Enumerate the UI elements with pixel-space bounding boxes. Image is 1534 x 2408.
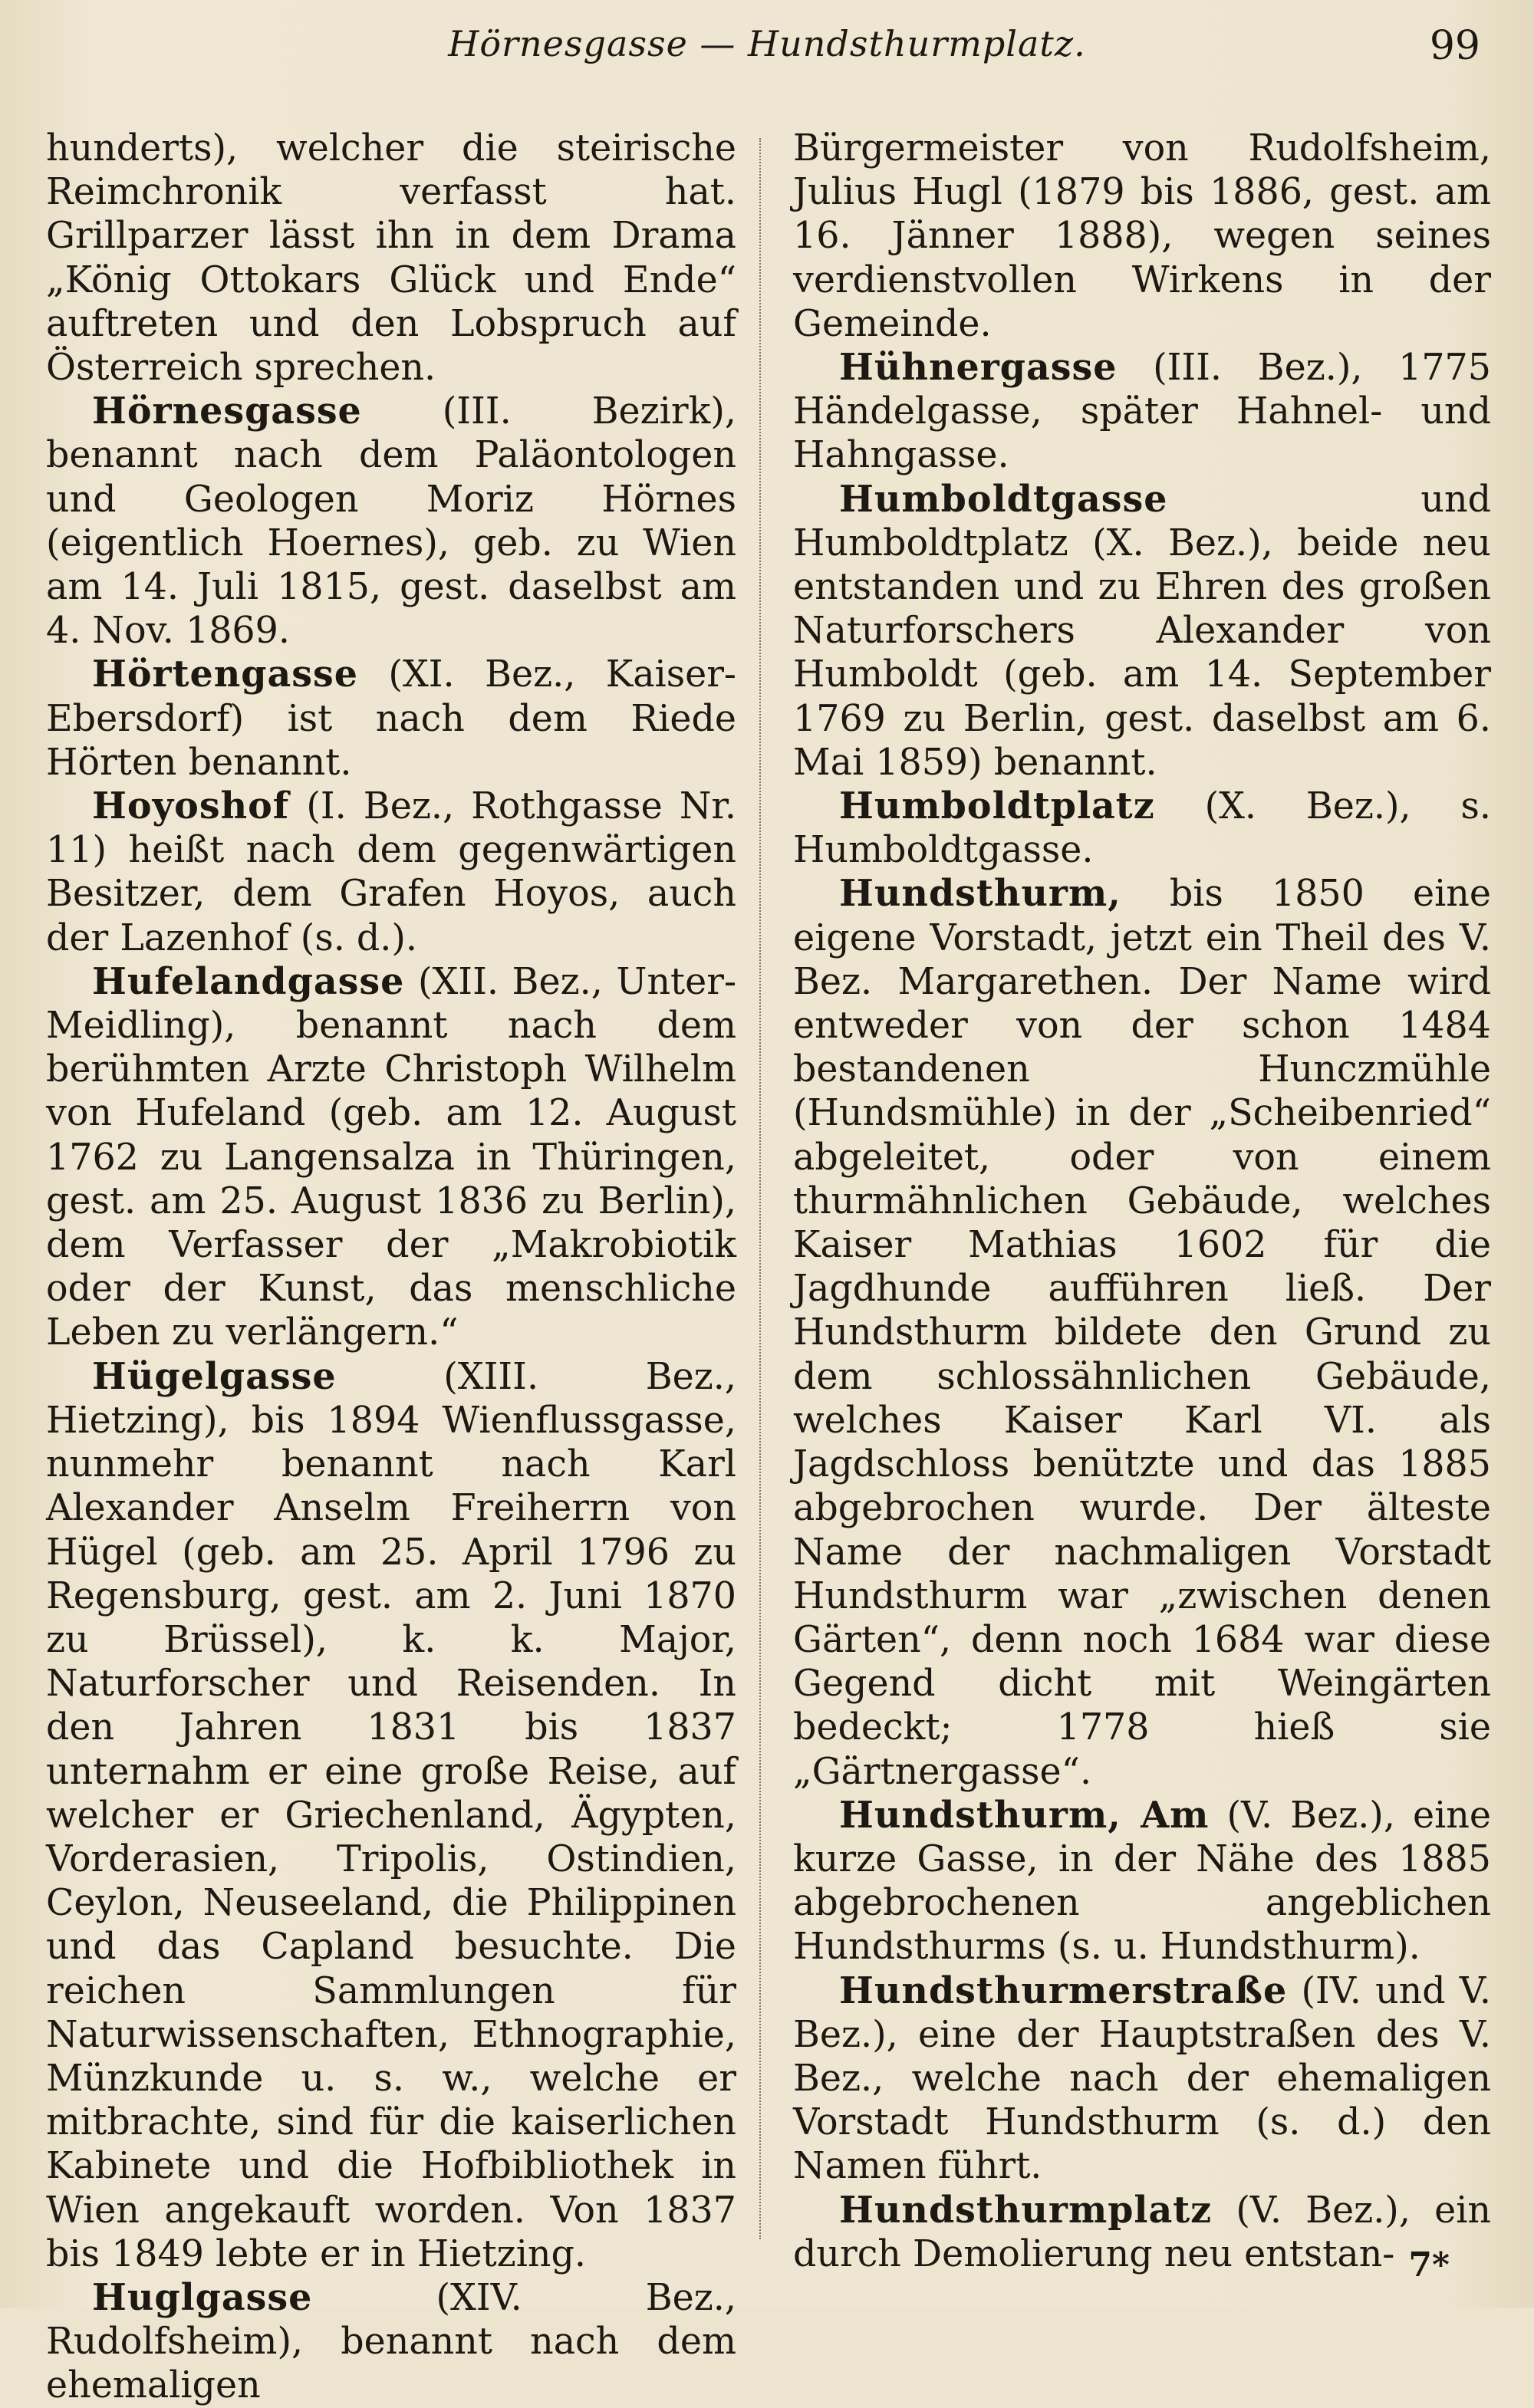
entry-headword: Hufelandgasse <box>92 959 405 1003</box>
entry-text: (V. Bez.), ein durch Demolierung neu entstan- <box>793 2189 1491 2275</box>
entry-headword: Hörnesgasse <box>92 390 362 433</box>
entry-hufelandgasse <box>46 960 736 1355</box>
entry-headword: Hügelgasse <box>92 1354 337 1398</box>
entry-humboldtplatz <box>793 785 1491 872</box>
entry-headword: Hundsthurmplatz <box>839 2188 1213 2232</box>
column-divider <box>759 138 762 2239</box>
entry-hundsthurm <box>793 872 1491 1793</box>
entry-headword: Hundsthurm, Am <box>839 1793 1210 1837</box>
entry-headword: Hörtengasse <box>92 653 358 696</box>
entry-huglgasse <box>46 2276 736 2408</box>
entry-text: Bürgermeister von Rudolfsheim, Julius Hugl (1879 bis 1886, gest. am 16. Jänner 1888), wegen seines verdienstvollen Wirkens in der Gemeinde. <box>793 127 1491 345</box>
entry-humboldtgasse <box>793 478 1491 785</box>
entry-headword: Humboldtgasse <box>839 477 1168 521</box>
entry-huegelgasse <box>46 1355 736 2276</box>
left-column <box>46 127 736 2408</box>
entry-hundsthurm-am <box>793 1794 1491 1969</box>
entry-headword: Hoyoshof <box>92 785 290 828</box>
entry-headword: Humboldtplatz <box>839 785 1155 828</box>
signature-mark: 7* <box>1408 2245 1450 2285</box>
entry-text: hunderts), welcher die steirische Reimchronik verfasst hat. Grillparzer lässt ihn in dem Drama „König Ottokars Glück und Ende“ auftreten und den Lobspruch auf Österreich sprechen. <box>46 127 736 390</box>
entry-headword: Huglgasse <box>92 2275 313 2319</box>
entry-huehnergasse <box>793 346 1491 478</box>
entry-text: (I. Bez., Rothgasse Nr. 11) heißt nach dem gegenwärtigen Besitzer, dem Grafen Hoyos, auch der Lazenhof (s. d.). <box>46 785 736 959</box>
entry-text: und Humboldtplatz (X. Bez.), beide neu entstanden und zu Ehren des großen Naturforschers Alexander von Humboldt (geb. am 14. September 1769 zu Berlin, gest. daselbst am 6. Mai 1859) benannt. <box>793 478 1491 784</box>
entry-continued <box>793 127 1491 346</box>
entry-text: (III. Bez.), 1775 Händelgasse, später Hahnel- und Hahngasse. <box>793 347 1491 477</box>
entry-text: (IV. und V. Bez.), eine der Hauptstraßen des V. Bez., welche nach der ehemaligen Vorstadt Hundsthurm (s. d.) den Namen führt. <box>793 1969 1491 2188</box>
page-number: 99 <box>1429 23 1480 69</box>
running-title: Hörnesgasse — Hundsthurmplatz. <box>448 23 1086 64</box>
entry-headword: Hühnergasse <box>839 346 1118 390</box>
entry-continued <box>46 127 736 390</box>
entry-text: (XI. Bez., Kaiser-Ebersdorf) ist nach dem Riede Hörten benannt. <box>46 653 736 784</box>
entry-text: bis 1850 eine eigene Vorstadt, jetzt ein Theil des V. Bez. Margarethen. Der Name wird entweder von der schon 1484 bestandenen Hunczmühle (Hundsmühle) in der „Scheibenried“ abgeleitet, oder von einem thurmähnlichen Gebäude, welches Kaiser Mathias 1602 für die Jagdhunde aufführen ließ. Der Hundsthurm bildete den Grund zu dem schlossähnlichen Gebäude, welches Kaiser Karl VI. als Jagdschloss benützte und das 1885 abgebrochen wurde. Der älteste Name der nachmaligen Vorstadt Hundsthurm war „zwischen denen Gärten“, denn noch 1684 war diese Gegend dicht mit Weingärten bedeckt; 1778 hieß sie „Gärtnergasse“. <box>793 873 1491 1793</box>
entry-text: (III. Bezirk), benannt nach dem Paläontologen und Geologen Moriz Hörnes (eigentlich Hoernes), geb. zu Wien am 14. Juli 1815, gest. daselbst am 4. Nov. 1869. <box>46 390 736 653</box>
entry-hoernesgasse <box>46 390 736 653</box>
entry-hundsthurmplatz <box>793 2189 1491 2276</box>
right-column <box>793 127 1491 2276</box>
entry-text: (XII. Bez., Unter-Meidling), benannt nach dem berühmten Arzte Christoph Wilhelm von Hufeland (geb. am 12. August 1762 zu Langensalza in Thüringen, gest. am 25. August 1836 zu Berlin), dem Verfasser der „Makrobiotik oder der Kunst, das menschliche Leben zu verlängern.“ <box>46 960 736 1354</box>
entry-hundsthurmerstrasse <box>793 1969 1491 2189</box>
entry-text: (V. Bez.), eine kurze Gasse, in der Nähe des 1885 abgebrochenen angeblichen Hundsthurms (s. u. Hundsthurm). <box>793 1794 1492 1969</box>
entry-headword: Hundsthurm, <box>839 872 1121 916</box>
entry-hoertengasse <box>46 653 736 785</box>
entry-text: (X. Bez.), s. Humboldtgasse. <box>793 785 1491 872</box>
running-head <box>0 23 1534 84</box>
entry-headword: Hundsthurmerstraße <box>839 1969 1288 2012</box>
entry-text: (XIV. Bez., Rudolfsheim), benannt nach dem ehemaligen <box>46 2276 736 2407</box>
entry-hoyoshof <box>46 785 736 960</box>
entry-text: (XIII. Bez., Hietzing), bis 1894 Wienflussgasse, nunmehr benannt nach Karl Alexander Anselm Freiherrn von Hügel (geb. am 25. April 1796 zu Regensburg, gest. am 2. Juni 1870 zu Brüssel), k. k. Major, Naturforscher und Reisenden. In den Jahren 1831 bis 1837 unternahm er eine große Reise, auf welcher er Griechenland, Ägypten, Vorderasien, Tripolis, Ostindien, Ceylon, Neuseeland, die Philippinen und das Capland besuchte. Die reichen Sammlungen für Naturwissenschaften, Ethnographie, Münzkunde u. s. w., welche er mitbrachte, sind für die kaiserlichen Kabinete und die Hofbibliothek in Wien angekauft worden. Von 1837 bis 1849 lebte er in Hietzing. <box>46 1355 736 2275</box>
